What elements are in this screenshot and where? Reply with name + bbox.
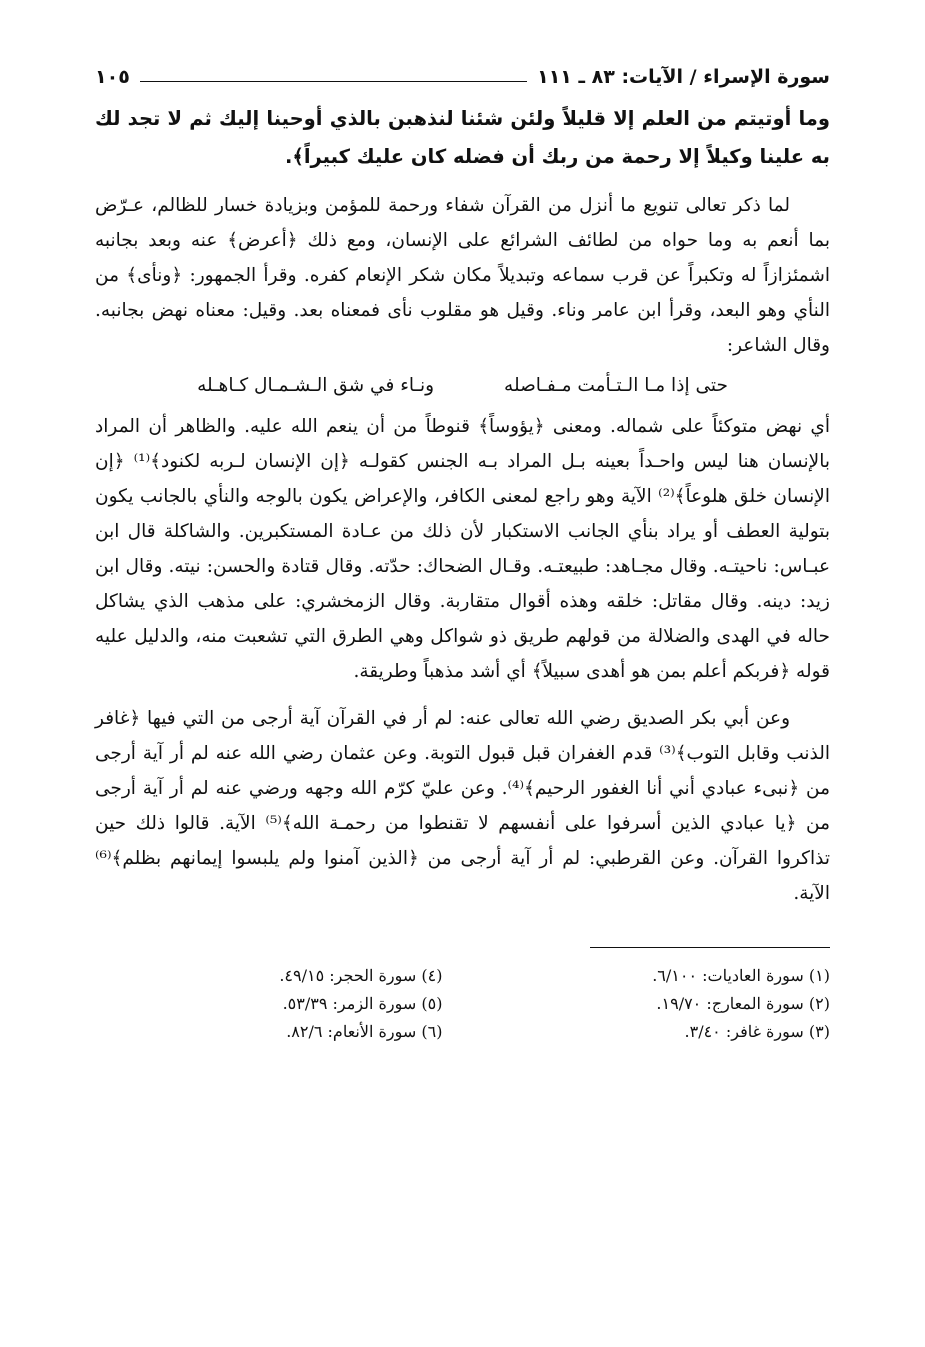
paragraph-3: وعن أبي بكر الصديق رضي الله تعالى عنه: لم أر في القرآن آية أرجى من التي فيها ﴿غافر الذنب وقابل التوب﴾⁽³⁾ قدم الغفران قبل قبول التوبة. وعن عثمان رضي الله عنه لم أر آية أرجى من ﴿نبىء عبادي أني أنا الغفور الرحيم﴾⁽⁴⁾. وعن عليّ كرّم الله وجهه ورضي عنه لم أر آية أرجى من ﴿يا عبادي الذين أسرفوا على أنفسهم لا تقنطوا من رحمـة الله﴾⁽⁵⁾ الآية. قالوا ذلك حين تذاكروا القرآن. وعن القرطبي: لم أر آية أرجى من ﴿الذين آمنوا ولم يلبسوا إيمانهم بظلم﴾⁽⁶⁾ الآية. [95, 708, 831, 904]
paragraph-2: أي نهض متوكئاً على شماله. ومعنى ﴿يؤوساً﴾ قنوطاً من أن ينعم الله عليه. والظاهر أن المراد بالإنسان هنا ليس واحـداً بعينه بـل المراد بـه الجنس كقولـه ﴿إن الإنسان لـربه لكنود﴾⁽¹⁾ ﴿إن الإنسان خلق هلوعاً﴾⁽²⁾ الآية وهو راجع لمعنى الكافر، والإعراض يكون بالوجه والنأي بالجانب يكون بتولية العطف أو يراد بنأي الجانب الاستكبار لأن ذلك من عـادة المستكبرين. والشاكلة قال ابن عبـاس: ناحيتـه. وقال مجـاهد: طبيعتـه. وقـال الضحاك: حدّته. وقال قتادة والحسن: نيته. وقال ابن زيد: دينه. وقال مقاتل: خلقه وهذه أقوال متقاربة. وقال الزمخشري: على مذهب الذي يشاكل حاله في الهدى والضلالة من قولهم طريق ذو شواكل وهي الطرق التي تشعبت منه، والدليل عليه قوله ﴿فربكم أعلم بمن هو أهدى سبيلاً﴾ أي أشد مذهباً وطريقة. [95, 416, 830, 682]
page-number: ١٠٥ [95, 66, 130, 88]
footnote-3: (٣) سورة غافر: ٣/٤٠. [684, 1022, 830, 1041]
header-rule [140, 81, 527, 82]
footnote-2: (٢) سورة المعارج: ١٩/٧٠. [656, 994, 830, 1013]
footnote-separator [590, 947, 830, 948]
footnotes-left-column [95, 962, 443, 1046]
quran-verse: وما أوتيتم من العلم إلا قليلاً ولئن شئنا لنذهبن بالذي أوحينا إليك ثم لا تجد لك به علينا وكيلاً إلا رحمة من ربك أن فضله كان عليك كبيراً﴾. [95, 107, 830, 168]
footnote-1: (١) سورة العاديات: ٦/١٠٠. [652, 966, 830, 985]
poem-hemistich-2: ونـاء في شق الـشـمـال كـاهـله [197, 375, 435, 396]
footnotes-right-column [483, 962, 831, 1046]
paragraph-1: لما ذكر تعالى تنويع ما أنزل من القرآن شفاء ورحمة للمؤمن وبزيادة خسار للظالم، عـرّض بما أنعم به وما حواه من لطائف الشرائع على الإنسان، ومع ذلك ﴿أعرض﴾ عنه وبعد بجانبه اشمئزازاً له وتكبراً عن قرب سماعه وتبديلاً مكان شكر الإنعام كفره. وقرأ الجمهور: ﴿ونأى﴾ من النأي وهو البعد، وقرأ ابن عامر وناء. وقيل هو مقلوب نأى فمعناه بعد. وقيل: معناه نهض بجانبه. وقال الشاعر: [95, 195, 830, 356]
footnote-5: (٥) سورة الزمر: ٥٣/٣٩. [282, 994, 443, 1013]
footnote-6: (٦) سورة الأنعام: ٨٢/٦. [286, 1022, 443, 1041]
document-page [95, 60, 830, 1046]
footnotes [95, 962, 830, 1046]
running-header [95, 60, 830, 94]
poem-hemistich-1: حتى إذا مـا الـتـأمت مـفـاصله [504, 375, 728, 396]
poem-verse [95, 367, 830, 405]
footnote-4: (٤) سورة الحجر: ٤٩/١٥. [279, 966, 443, 985]
header-title: سورة الإسراء / الآيات: ٨٣ ـ ١١١ [537, 66, 830, 88]
